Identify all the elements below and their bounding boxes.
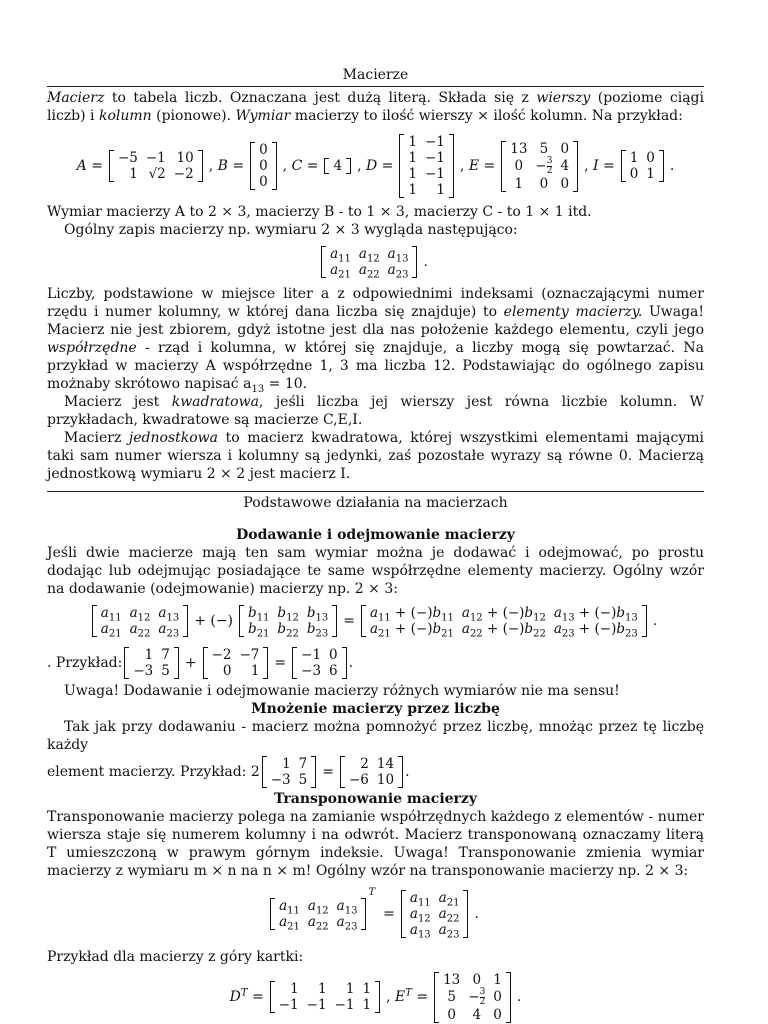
- matrix-cell: 7: [161, 647, 170, 663]
- addition-text: Jeśli dwie macierze mają ten sam wymiar można je dodawać i odejmować, po prostu dodając lub odejmując posiadające te same współrzędne elementy macierzy. Ogólny wzór na dodawanie (odejmowanie) macierzy np. 2 × 3:: [47, 545, 704, 597]
- matrix-cell: 0: [259, 142, 268, 158]
- matrix-cell: −6: [348, 772, 369, 788]
- matrix-cell: $a_{11}$: [330, 246, 351, 265]
- matrix-cell: $a_{11}$: [100, 605, 122, 624]
- intro-text: to tabela liczb. Oznaczana jest dużą literą. Składa się z: [104, 90, 537, 106]
- matrix-cell: −3: [301, 663, 322, 679]
- matrix-cell: 0: [493, 1006, 502, 1023]
- multiplication-text-2: element macierzy. Przykład: 2: [47, 764, 260, 780]
- label-E: , E =: [459, 158, 496, 174]
- matrix-cell: $a_{21}$: [438, 890, 460, 909]
- term-macierz: Macierz: [47, 90, 105, 106]
- matrix-cell: 2: [360, 756, 369, 772]
- matrix-cell: $a_{23}$: [438, 922, 460, 941]
- matrix-cell: $a_{11}$: [409, 890, 431, 909]
- transpose-general-matrix: [270, 898, 366, 933]
- matrix-cell: $a_{21}$: [100, 621, 122, 640]
- dims-text: Wymiar macierzy A to 2 × 3, macierzy B - to 1 × 3, macierzy C - to 1 × 1 itd.: [47, 204, 592, 220]
- identity-paragraph: [47, 429, 704, 483]
- matrix-DT: [270, 981, 380, 1013]
- matrix-a-general: [92, 605, 188, 640]
- matrix-cell: 1: [362, 997, 372, 1013]
- matrix-cell: −2: [211, 647, 232, 663]
- equals: =: [383, 906, 395, 922]
- matrix-cell: $a_{23} + (-)b_{23}$: [553, 621, 638, 640]
- matrix-cell: 4: [472, 1006, 482, 1023]
- p-text: to macierz kwadratowa, której wszystkimi elementami mającymi taki sam numer wiersza i kolumny są jedynki, zaś pozostałe wyrazy są równe 0. Macierzą jednostkową wymiaru 2 × 2 jest macierz I.: [47, 430, 704, 482]
- label-DT: $D^T$ =: [229, 987, 264, 1005]
- period: .: [405, 764, 410, 780]
- matrix-cell: −2: [173, 166, 194, 182]
- matrix-cell: $a_{22}$: [307, 914, 329, 933]
- multiplication-example: [47, 754, 704, 790]
- label-A: A =: [76, 158, 103, 174]
- matrix-cell: 1: [646, 166, 655, 182]
- matrix-cell: − $\frac{3}{2}$: [535, 155, 553, 176]
- matrix-cell: 10: [376, 772, 395, 788]
- matrix-cell: √2: [148, 166, 166, 182]
- example-matrix-2: [203, 647, 269, 679]
- label-D: , D =: [357, 158, 394, 174]
- matrix-cell: 6: [329, 663, 338, 679]
- matrix-cell: −1: [425, 150, 445, 166]
- matrix-cell: −1: [278, 997, 299, 1013]
- matrix-cell: 5: [447, 989, 456, 1005]
- matrix-cell: $a_{11} + (-)b_{11}$: [369, 605, 454, 624]
- matrix-sum-general: [361, 605, 647, 640]
- matrix-cell: −1: [145, 150, 166, 166]
- label-B: , B =: [208, 158, 245, 174]
- matrix-cell: 0: [329, 647, 338, 663]
- general-matrix-display: [47, 243, 704, 281]
- example-matrix-3: [292, 647, 347, 679]
- matrix-C: 4: [324, 158, 351, 174]
- matrix-b-general: [239, 605, 337, 640]
- matrix-cell: 0: [539, 175, 549, 192]
- matrix-cell: $a_{13}$: [387, 246, 409, 265]
- example-matrix-1: [124, 647, 179, 679]
- addition-formula: [47, 602, 704, 640]
- period: .: [669, 158, 675, 174]
- matrix-cell: $a_{13}$: [158, 605, 180, 624]
- matrix-cell: $a_{22}$: [438, 906, 460, 925]
- matrix-E: [501, 141, 578, 192]
- matrix-cell: $a_{22}$: [129, 621, 151, 640]
- matrix-cell: 1: [282, 756, 291, 772]
- matrix-cell: 1: [290, 981, 299, 997]
- matrix-cell: $a_{22} + (-)b_{22}$: [461, 621, 546, 640]
- transpose-sup: T: [368, 887, 376, 898]
- p-text: = 10.: [264, 376, 308, 392]
- matrix-cell: $b_{11}$: [248, 605, 270, 624]
- matrix-cell: 1: [436, 182, 445, 198]
- matrix-cell: 1: [317, 981, 327, 997]
- example-matrices: [47, 131, 704, 201]
- term-jednostkowa: jednostkowa: [128, 430, 219, 446]
- matrix-cell: 10: [176, 150, 194, 166]
- section-title: Podstawowe działania na macierzach: [243, 495, 508, 511]
- matrix-cell: 1: [144, 647, 154, 663]
- transposed-general-matrix: [401, 890, 469, 941]
- matrix-cell: $a_{21}$: [279, 914, 300, 933]
- matrix-cell: $b_{12}$: [277, 605, 299, 624]
- equals: =: [343, 613, 355, 629]
- matrix-D: [399, 134, 454, 198]
- matrix-B: [250, 142, 277, 190]
- multiplication-text: Tak jak przy dodawaniu - macierz można pomnożyć przez liczbę, mnożąc przez tę liczbę każdy: [47, 719, 704, 753]
- heading-transpose: Transponowanie macierzy: [273, 791, 478, 807]
- transpose-example-text: Przykład dla macierzy z góry kartki:: [47, 949, 304, 965]
- matrix-cell: 0: [259, 174, 268, 190]
- matrix-cell: 1: [345, 981, 355, 997]
- addition-example: [47, 644, 704, 682]
- matrix-cell: $a_{12}$: [129, 605, 151, 624]
- plus: +: [184, 655, 197, 671]
- matrix-cell: $a_{13} + (-)b_{13}$: [553, 605, 638, 624]
- equals: =: [322, 764, 334, 780]
- matrix-cell: 4: [560, 158, 570, 174]
- square-paragraph: [47, 393, 704, 429]
- subscript: 13: [251, 383, 265, 395]
- matrix-cell: 0: [493, 989, 502, 1005]
- matrix-cell: −1: [425, 166, 445, 182]
- period: .: [516, 989, 522, 1005]
- matrix-cell: 0: [514, 158, 524, 174]
- intro-text: (pionowe).: [151, 108, 236, 124]
- p-text: Liczby, podstawione w miejsce liter a z odpowiednimi indeksami (oznaczającymi numer rzędu i numer kolumny, w której dana liczba się znajduje) to: [47, 286, 704, 320]
- matrix-cell: 7: [298, 756, 308, 772]
- matrix-cell: −1: [306, 997, 327, 1013]
- matrix-cell: 0: [222, 663, 232, 679]
- label-C: , C =: [282, 158, 319, 174]
- matrix-I: [621, 150, 664, 182]
- p-text: Macierz: [64, 430, 129, 446]
- matrix-cell: 5: [298, 772, 308, 788]
- matrix-A: [109, 150, 203, 182]
- label-I: , I =: [584, 158, 615, 174]
- equals: =: [274, 655, 287, 671]
- matrix-cell: −1: [301, 647, 322, 663]
- matrix-cell: 0: [646, 150, 655, 166]
- matrix-cell: −1: [334, 997, 355, 1013]
- matrix-cell: $a_{11}$: [279, 898, 300, 917]
- intro-text: macierzy to ilość wierszy × ilość kolumn. Na przykład:: [290, 108, 683, 124]
- elements-paragraph: [47, 285, 704, 393]
- transpose-example: [47, 970, 704, 1024]
- matrix-cell: 13: [443, 971, 461, 988]
- matrix-cell: 5: [161, 663, 170, 679]
- matrix-cell: 14: [376, 756, 395, 772]
- period: .: [348, 655, 354, 671]
- matrix-cell: 0: [472, 971, 482, 988]
- matrix-cell: $b_{23}$: [306, 621, 329, 640]
- matrix-cell: −1: [425, 134, 445, 150]
- matrix-cell: $a_{21} + (-)b_{21}$: [369, 621, 454, 640]
- transpose-text: Transponowanie macierzy polega na zamianie współrzędnych każdego z elementów - numer wiersza staje się numerem kolumny i na odwrót. Macierz transponowaną oznaczamy literą T umieszczoną w prawym górnym indeksie. Uwaga! Transponowanie zmienia wymiar macierzy z wymiaru m × n na n × m! Ogólny wzór na transponowanie macierzy np. 2 × 3:: [47, 809, 704, 879]
- term-wymiar: Wymiar: [235, 108, 291, 124]
- matrix-cell: 0: [259, 158, 268, 174]
- matrix-cell: $a_{13}$: [336, 898, 358, 917]
- term-wierszy: wierszy: [536, 90, 591, 106]
- example-label: . Przykład:: [47, 655, 123, 671]
- p-text: , jeśli liczba jej wierszy jest równa liczbie kolumn. W przykładach, kwadratowe są macierze C,E,I.: [47, 394, 704, 428]
- matrix-cell: 13: [510, 140, 528, 157]
- plus-minus: + (−): [194, 613, 234, 629]
- matrix-cell: 1: [493, 971, 502, 988]
- matrix-cell: 1: [408, 166, 417, 182]
- term-kwadratowa: kwadratowa: [171, 394, 259, 410]
- matrix-cell: $a_{23}$: [336, 914, 358, 933]
- matrix-cell: − $\frac{3}{2}$: [468, 986, 486, 1007]
- heading-multiplication: Mnożenie macierzy przez liczbę: [251, 701, 500, 717]
- general-matrix: [321, 246, 417, 281]
- matrix-cell: $b_{22}$: [277, 621, 299, 640]
- matrix-cell: −3: [270, 772, 291, 788]
- matrix-cell: −5: [117, 150, 138, 166]
- period: .: [652, 613, 658, 629]
- matrix-cell: 0: [560, 140, 570, 157]
- matrix-cell: $a_{23}$: [387, 262, 409, 281]
- intro-text: (poziome ciągi liczb) i: [47, 90, 704, 124]
- matrix-cell: $a_{22}$: [358, 262, 380, 281]
- label-ET: , $E^T$ =: [386, 987, 429, 1005]
- matrix-cell: 1: [514, 175, 524, 192]
- running-header: Macierze: [342, 67, 409, 83]
- period: .: [423, 254, 428, 270]
- matrix-cell: 0: [560, 175, 570, 192]
- matrix-cell: $a_{12}$: [409, 906, 431, 925]
- matrix-ET: [434, 972, 511, 1023]
- matrix-cell: $a_{12}$: [358, 246, 380, 265]
- intro-paragraph: [47, 89, 704, 125]
- general-text: Ogólny zapis macierzy np. wymiaru 2 × 3 wygląda następująco:: [64, 222, 518, 238]
- p-text: Macierz jest: [64, 394, 172, 410]
- matrix-cell: $b_{21}$: [248, 621, 270, 640]
- matrix-cell: 1: [408, 150, 417, 166]
- page: [47, 66, 704, 1024]
- p-text: - rząd i kolumna, w której się znajduje, a liczby mogą się powtarzać. Na przykład w macierzy A współrzędne 1, 3 ma liczba 12. Podstawiając do ogólnego zapisu możnaby skrótowo napisać a: [47, 340, 704, 392]
- matrix-cell: 0: [629, 166, 639, 182]
- matrix-cell: $a_{23}$: [158, 621, 180, 640]
- period: .: [474, 906, 479, 922]
- addition-note: Uwaga! Dodawanie i odejmowanie macierzy różnych wymiarów nie ma sensu!: [64, 683, 620, 699]
- matrix-cell: 0: [447, 1006, 456, 1023]
- matrix-cell: 5: [539, 140, 549, 157]
- matrix-cell: 1: [408, 134, 417, 150]
- matrix-cell: 1: [129, 166, 138, 182]
- term-wspolrzedne: współrzędne: [47, 340, 137, 356]
- header-rule: [47, 86, 704, 87]
- matrix-cell: $b_{13}$: [306, 605, 329, 624]
- term-elementy: elementy macierzy.: [503, 304, 643, 320]
- matrix-cell: $a_{12} + (-)b_{12}$: [461, 605, 546, 624]
- mult-matrix: [262, 756, 317, 788]
- p-text: Uwaga! Macierz nie jest zbiorem, gdyż istotne jest dla nas położenie każdego elementu, czyli jego: [47, 304, 705, 338]
- transpose-formula: [47, 886, 704, 942]
- matrix-cell: −7: [239, 647, 260, 663]
- matrix-cell: 1: [629, 150, 639, 166]
- matrix-cell: $a_{13}$: [409, 922, 431, 941]
- heading-addition: Dodawanie i odejmowanie macierzy: [236, 527, 515, 543]
- matrix-cell: 1: [408, 182, 417, 198]
- matrix-cell: 1: [250, 663, 260, 679]
- matrix-cell: −3: [133, 663, 154, 679]
- term-kolumn: kolumn: [98, 108, 152, 124]
- section-rule: [47, 491, 704, 492]
- matrix-cell: $a_{21}$: [330, 262, 351, 281]
- matrix-cell: $a_{12}$: [307, 898, 329, 917]
- mult-result-matrix: [340, 756, 403, 788]
- matrix-cell: 1: [362, 981, 372, 997]
